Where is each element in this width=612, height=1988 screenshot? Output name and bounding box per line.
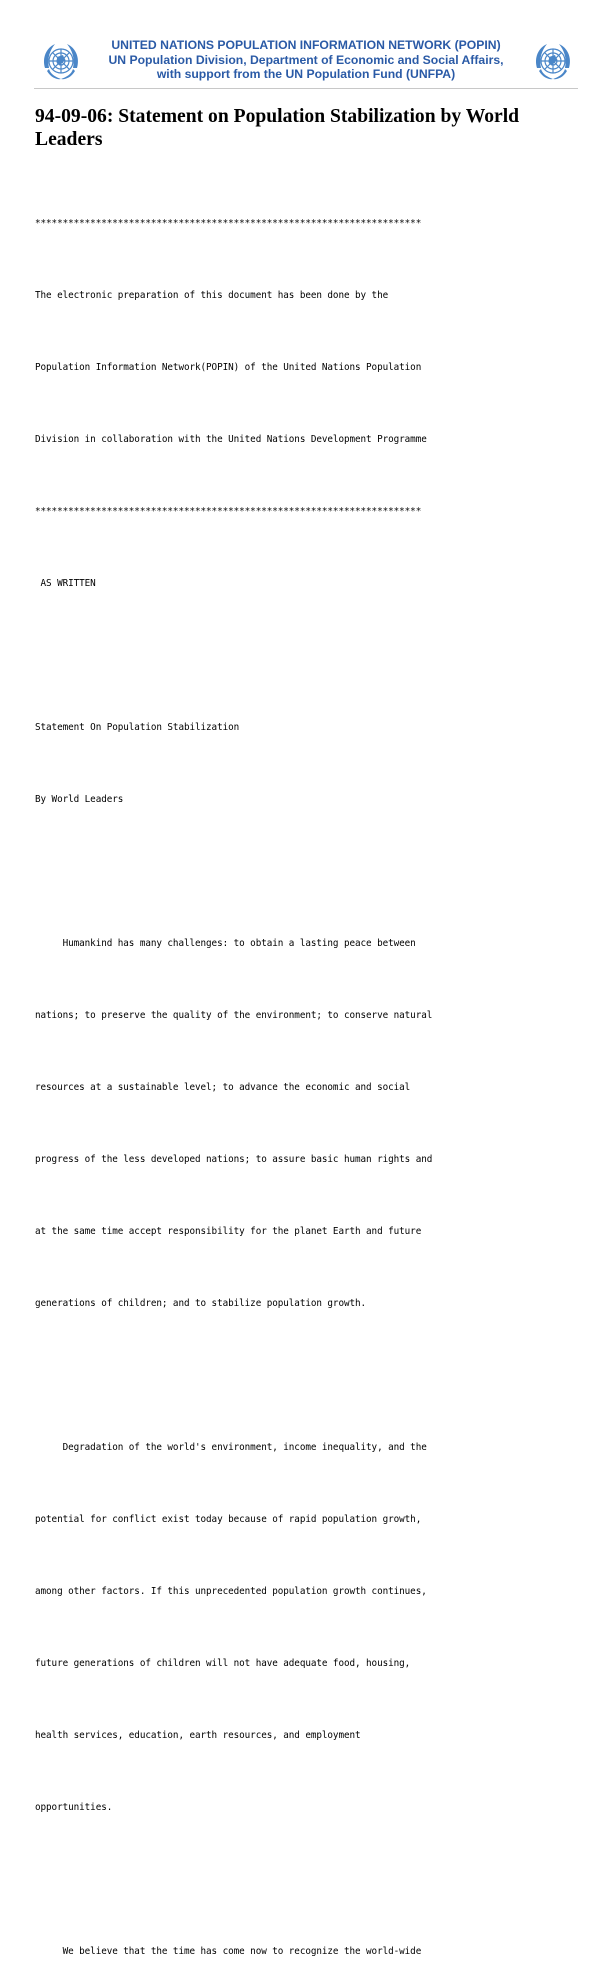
body-line: Statement On Population Stabilization [35,722,240,733]
page-header [34,36,578,89]
body-line: Degradation of the world's environment, income inequality, and the [35,1442,427,1453]
body-line: generations of children; and to stabilize population growth. [35,1298,367,1309]
body-line: Humankind has many challenges: to obtain a lasting peace between [35,938,416,949]
header-line-1: UNITED NATIONS POPULATION INFORMATION NETWORK (POPIN) [111,38,501,52]
body-line: nations; to preserve the quality of the environment; to conserve natural [35,1010,433,1021]
body-line: among other factors. If this unprecedented population growth continues, [35,1586,427,1597]
body-line: at the same time accept responsibility for the planet Earth and future [35,1226,422,1237]
header-line-3: with support from the UN Population Fund (UNFPA) [156,67,456,82]
document-title: 94-09-06: Statement on Population Stabilization by World Leaders [35,106,520,150]
body-line: By World Leaders [35,794,124,805]
body-line [35,1868,595,1892]
document-body [35,164,595,1988]
body-line [35,1364,595,1388]
un-emblem-icon [38,38,84,84]
body-line: The electronic preparation of this document has been done by the [35,290,389,301]
body-line: Division in collaboration with the United Nations Development Programme [35,434,427,445]
header-text [90,38,522,82]
header-line-2: UN Population Division, Department of Economic and Social Affairs, [108,52,504,67]
body-line: We believe that the time has come now to recognize the world-wide [35,1946,422,1957]
body-line: future generations of children will not have adequate food, housing, [35,1658,411,1669]
body-line: potential for conflict exist today because of rapid population growth, [35,1514,422,1525]
body-line: AS WRITTEN [35,578,96,589]
body-line: health services, education, earth resources, and employment [35,1730,361,1741]
body-line: opportunities. [35,1802,113,1813]
body-line: resources at a sustainable level; to advance the economic and social [35,1082,411,1093]
body-line: progress of the less developed nations; to assure basic human rights and [35,1154,433,1165]
body-line: ********************************************************************** [35,506,422,517]
body-line: Population Information Network(POPIN) of the United Nations Population [35,362,422,373]
un-emblem-icon [530,38,576,84]
body-line [35,644,595,668]
body-line: ********************************************************************** [35,218,422,229]
body-line [35,860,595,884]
